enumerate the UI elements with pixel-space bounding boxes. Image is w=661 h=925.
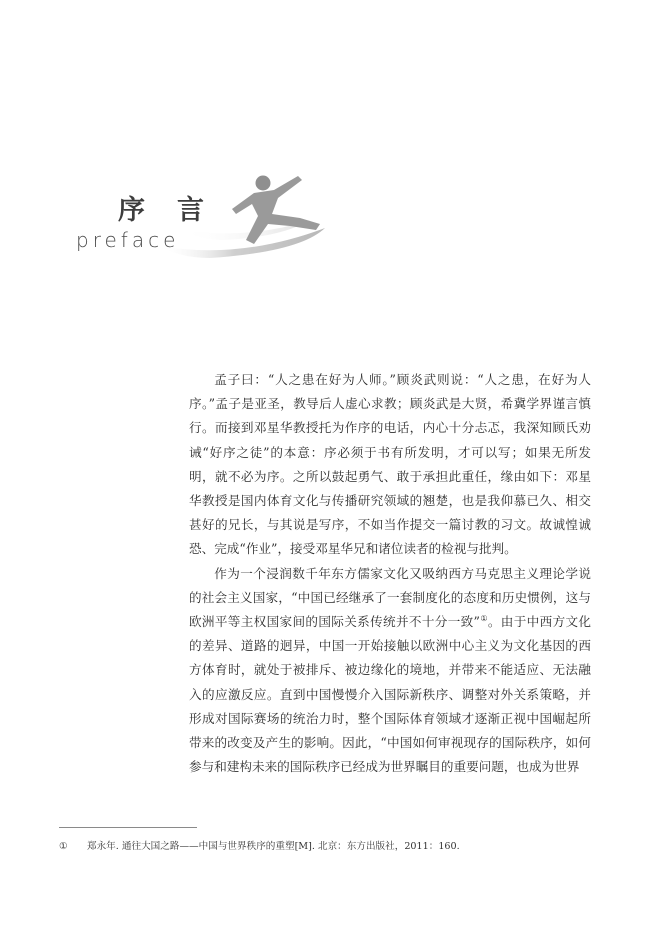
- footnote-divider: [59, 827, 197, 828]
- footnote: [59, 838, 619, 852]
- paragraph-text: 作为一个浸润数千年东方儒家文化又吸纳西方马克思主义理论学说的社会主义国家，“中国已经继承了一套制度化的态度和历史惯例，这与欧洲平等主权国家间的国际关系传统并不十分一致”: [189, 565, 591, 630]
- footnote-text: 郑永年. 通往大国之路——中国与世界秩序的重塑[M]. 北京：东方出版社，2011：160.: [87, 841, 460, 852]
- paragraph-text: 。由于中西方文化的差异、道路的迥异，中国一开始接触以欧洲中心主义为文化基因的西方体育时，就处于被排斥、被边缘化的境地，并带来不能适应、无法融入的应激反应。直到中国慢慢介入国际新秩序、调整对外关系策略，并形成对国际赛场的统治力时，整个国际体育领域才逐渐正视中国崛起所带来的改变及产生的影响。因此，“中国如何审视现存的国际秩序，如何参与和建构未来的国际秩序已经成为世界瞩目的重要问题，也成为世界: [189, 614, 591, 775]
- paragraph: [189, 562, 591, 780]
- footnote-reference[interactable]: ①: [480, 613, 488, 623]
- preface-body: [189, 368, 591, 779]
- paragraph: 孟子曰：“人之患在好为人师。”顾炎武则说：“人之患，在好为人序。”孟子是亚圣，教导后人虚心求教；顾炎武是大贤，希冀学界谨言慎行。而接到邓星华教授托为作序的电话，内心十分忐忑，我深知顾氏劝诫“好序之徒”的本意：序必须于书有所发明，才可以写；如果无所发明，就不必为序。之所以鼓起勇气、敢于承担此重任，缘由如下：邓星华教授是国内体育文化与传播研究领域的翘楚，也是我仰慕已久、相交甚好的兄长，与其说是写序，不如当作提交一篇讨教的习文。故诚惶诚恐、完成“作业”，接受邓星华兄和诸位读者的检视与批判。: [189, 372, 591, 557]
- page-subtitle: preface: [76, 228, 180, 252]
- page-title: 序言: [118, 195, 236, 226]
- footnote-number: ①: [59, 841, 68, 852]
